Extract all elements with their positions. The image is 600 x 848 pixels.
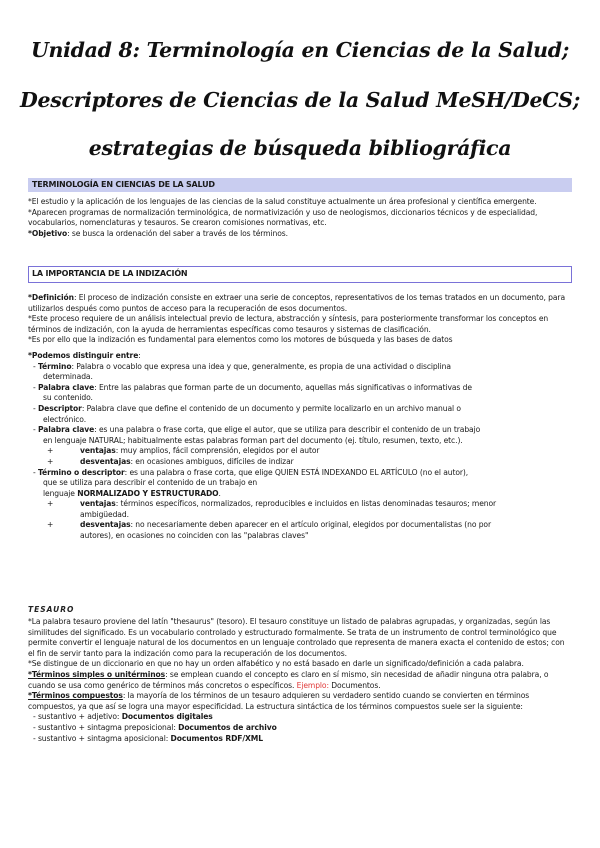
paragraph: *Términos simples o unitérminos: se emplean cuando el concepto es claro en sí mismo, sin necesidad de añadir ninguna otra palabra, o cuando se usa como genérico de términos más concretos o específicos. Ejemplo: Documentos. bbox=[28, 669, 549, 690]
section-heading-terminologia: TERMINOLOGÍA EN CIENCIAS DE LA SALUD bbox=[28, 178, 572, 192]
paragraph: *El estudio y la aplicación de los lenguajes de las ciencias de la salud constituye actualmente un área profesional y científica emergente. bbox=[28, 197, 537, 206]
section-tesauro-body bbox=[28, 617, 572, 744]
label-terminos-compuestos: *Términos compuestos bbox=[28, 691, 123, 701]
paragraph: *Objetivo: se busca la ordenación del saber a través de los términos. bbox=[28, 228, 288, 238]
page-title-line-3: estrategias de búsqueda bibliográfica bbox=[88, 136, 512, 160]
list-item-palabra-clave: - Palabra clave: Entre las palabras que forman parte de un documento, aquellas más significativas o informativas de su contenido. bbox=[33, 382, 472, 403]
paragraph: *La palabra tesauro proviene del latín "thesaurus" (tesoro). El tesauro constituye un listado de palabras agrupadas, y organizadas, según las similitudes del significado. Es un vocabulario controlado y estructurado formalmente. Se trata de un instrumento de control terminológico que permite convertir el lenguaje natural de los documentos en un lenguaje controlado que representa de manera exacta el contenido de estos; con el fin de servir tanto para la indización como para la recuperación de los documentos. bbox=[28, 617, 565, 658]
list-item-descriptor: - Descriptor: Palabra clave que define el contenido de un documento y permite localizarlo en un archivo manual o electrónico. bbox=[33, 403, 461, 424]
list-item: - sustantivo + sintagma aposicional: Documentos RDF/XML bbox=[33, 733, 263, 743]
sub-item-ventajas: + ventajas: muy amplios, fácil comprensión, elegidos por el autor bbox=[47, 446, 320, 456]
paragraph: *Términos compuestos: la mayoría de los términos de un tesauro adquieren su verdadero sentido cuando se convierten en términos compuestos, ya que así se logra una mayor especificidad. La estructura sintáctica de los términos compuestos suele ser la siguiente: bbox=[28, 691, 530, 711]
label-terminos-simples: *Términos simples o unitérminos bbox=[28, 669, 166, 679]
label-objetivo: *Objetivo bbox=[28, 228, 68, 238]
label-distinguir: *Podemos distinguir entre bbox=[28, 350, 139, 360]
paragraph: *Aparecen programas de normalización terminológica, de normativización y uso de neologismos, diccionarios técnicos y de especialidad, vocabularios, nomenclaturas y tesauros. Se crearon comisiones normativas, etc. bbox=[28, 207, 538, 228]
section-indizacion-body bbox=[28, 293, 572, 542]
sub-item-desventajas-2: + desventajas: no necesariamente deben aparecer en el artículo original, elegidos por documentalistas (no por autores), en ocasiones no coinciden con las "palabras claves" bbox=[47, 520, 491, 541]
section-heading-indizacion: LA IMPORTANCIA DE LA INDIZACIÓN bbox=[28, 266, 572, 283]
list-item: - sustantivo + sintagma preposicional: Documentos de archivo bbox=[33, 722, 277, 732]
paragraph: *Este proceso requiere de un análisis intelectual previo de lectura, abstracción y síntesis, para posteriormente transformar los conceptos en términos de indización, con la ayuda de herramientas específicas como tesauros y sistemas de clasificación. bbox=[28, 314, 549, 334]
sub-item-desventajas: + desventajas: en ocasiones ambiguos, difíciles de indizar bbox=[47, 456, 294, 466]
list-item-termino: - Término: Palabra o vocablo que expresa una idea y que, generalmente, es propia de una actividad o disciplina determinada. bbox=[33, 361, 451, 382]
sub-item-ventajas-2: + ventajas: términos específicos, normalizados, reproducibles e incluidos en listas denominadas tesauros; menor ambigüedad. bbox=[47, 499, 497, 519]
label-definicion: *Definición bbox=[28, 293, 74, 302]
section-heading-tesauro: TESAURO bbox=[28, 605, 75, 614]
paragraph: *Es por ello que la indización es fundamental para elementos como los motores de búsqueda y las bases de datos bbox=[28, 335, 453, 345]
page-title-line-1: Unidad 8: Terminología en Ciencias de la Salud; bbox=[30, 38, 570, 62]
paragraph: *Definición: El proceso de indización consiste en extraer una serie de conceptos, representativos de los temas tratados en un documento, para utilizarlos después como puntos de acceso para la recuperación de esos documentos. bbox=[28, 293, 566, 313]
paragraph: *Se distingue de un diccionario en que no hay un orden alfabético y no está basado en darle un significado/definición a cada palabra. bbox=[28, 659, 524, 669]
list-item-termino-descriptor: - Término o descriptor: es una palabra o frase corta, que elige QUIEN ESTÁ INDEXANDO EL ARTÍCULO (no el autor), que se utiliza para describir el contenido de un trabajo en lenguaje NORMALIZADO Y ESTRUCTURADO. bbox=[33, 467, 469, 498]
paragraph: *Podemos distinguir entre: bbox=[28, 350, 141, 360]
list-item-palabra-clave-2: - Palabra clave: es una palabra o frase corta, que elige el autor, que se utiliza para describir el contenido de un trabajo en lenguaje NATURAL; habitualmente estas palabras forman part del documento (ej. título, resumen, texto, etc.). bbox=[33, 425, 481, 445]
list-item: - sustantivo + adjetivo: Documentos digitales bbox=[33, 712, 213, 722]
section-terminologia-body bbox=[28, 197, 572, 239]
page-title-line-2: Descriptores de Ciencias de la Salud MeSH/DeCS; bbox=[20, 88, 581, 112]
example-label: Ejemplo: bbox=[296, 680, 329, 690]
